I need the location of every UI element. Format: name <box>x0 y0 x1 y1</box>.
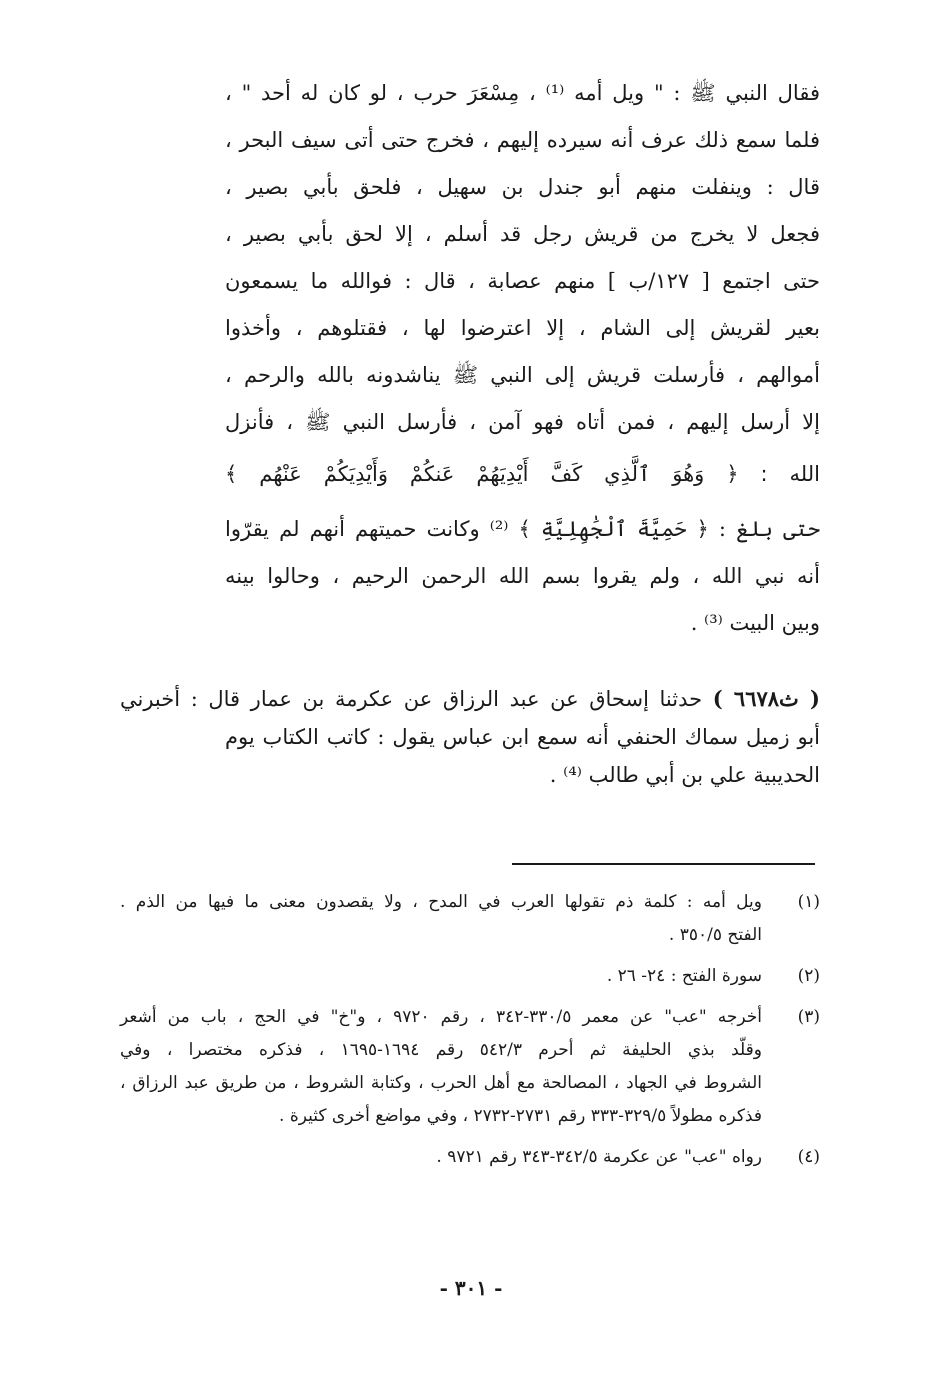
footnote-number: (٢) <box>797 966 820 986</box>
page-number: - ٣٠١ - <box>439 1276 503 1300</box>
footnote-line: الشروط في الجهاد ، المصالحة مع أهل الحرب ، وكتابة الشروط ، من طريق عبد الرزاق ، <box>120 1073 762 1093</box>
main-text-block <box>225 78 820 655</box>
hadith-first-line <box>120 684 820 722</box>
text-line: فقال النبي ﷺ : " ويل أمه ⁽¹⁾ ، مِسْعَرَ حرب ، لو كان له أحد " ، <box>225 81 820 105</box>
text-line: حتى اجتمع [ ١٢٧/ب ] منهم عصابة ، قال : فوالله ما يسمعون <box>225 269 820 293</box>
text-line: بعير لقريش إلى الشام ، إلا اعترضوا لها ، فقتلوهم ، وأخذوا <box>225 316 820 340</box>
quran-verse-line: الله : ﴿ وَهُوَ ٱلَّذِي كَفَّ أَيْدِيَهُمْ عَنكُمْ وَأَيْدِيَكُمْ عَنْهُم ﴾ <box>225 462 820 486</box>
footnote-line: الفتح ٣٥٠/٥ . <box>668 925 762 945</box>
hadith-entry <box>120 684 820 798</box>
footnote-number: (٣) <box>797 1007 820 1027</box>
footnote-line: وقلّد بذي الحليفة ثم أحرم ٥٤٢/٣ رقم ١٦٩٤-١٦٩٥ ، فذكره مختصرا ، وفي <box>120 1040 762 1060</box>
footnote <box>120 1005 820 1137</box>
hadith-line: الحديبية علي بن أبي طالب ⁽⁴⁾ . <box>549 763 820 787</box>
footnote-line: ويل أمه : كلمة ذم تقولها العرب في المدح ، ولا يقصدون معنى ما فيها من الذم . <box>120 892 762 912</box>
hadith-line: أبو زميل سماك الحنفي أنه سمع ابن عباس يقول : كاتب الكتاب يوم <box>225 725 820 749</box>
hadith-number: ( ث٦٦٧٨ ) <box>712 686 820 711</box>
footnote <box>120 890 820 956</box>
text-line: فجعل لا يخرج من قريش رجل قد أسلم ، إلا لحق بأبي بصير ، <box>225 222 820 246</box>
text-line: وبين البيت ⁽³⁾ . <box>690 611 820 635</box>
text-line: حتى بلغ : ﴿ حَمِيَّةَ ٱلْجَٰهِلِيَّةِ ﴾ ⁽²⁾ وكانت حميتهم أنهم لم يقرّوا <box>225 517 820 541</box>
footnote-line: سورة الفتح : ٢٤- ٢٦ . <box>606 966 762 986</box>
footnote-line: فذكره مطولاً ٣٢٩/٥-٣٣٣ رقم ٢٧٣١-٢٧٣٢ ، وفي مواضع أخرى كثيرة . <box>279 1106 762 1126</box>
text-line: قال : وينفلت منهم أبو جندل بن سهيل ، فلحق بأبي بصير ، <box>225 175 820 199</box>
hadith-first-line-text: حدثنا إسحاق عن عبد الرزاق عن عكرمة بن عمار قال : أخبرني <box>120 687 703 711</box>
text-line: أنه نبي الله ، ولم يقروا بسم الله الرحمن الرحيم ، وحالوا بينه <box>225 564 820 588</box>
footnote-number: (١) <box>797 892 820 912</box>
footnotes-block <box>120 890 820 1178</box>
text-line: إلا أرسل إليهم ، فمن أتاه فهو آمن ، فأرسل النبي ﷺ ، فأنزل <box>225 410 820 434</box>
footnote-line: أخرجه "عب" عن معمر ٣٣٠/٥-٣٤٢ ، رقم ٩٧٢٠ ، و"خ" في الحج ، باب من أشعر <box>120 1007 762 1027</box>
text-line: فلما سمع ذلك عرف أنه سيرده إليهم ، فخرج حتى أتى سيف البحر ، <box>225 128 820 152</box>
footnote-separator <box>512 863 815 865</box>
footnote-number: (٤) <box>797 1147 820 1167</box>
text-line: أموالهم ، فأرسلت قريش إلى النبي ﷺ يناشدونه بالله والرحم ، <box>225 363 820 387</box>
footnote <box>120 964 820 997</box>
footnote <box>120 1145 820 1178</box>
footnote-line: رواه "عب" عن عكرمة ٣٤٢/٥-٣٤٣ رقم ٩٧٢١ . <box>436 1147 762 1167</box>
